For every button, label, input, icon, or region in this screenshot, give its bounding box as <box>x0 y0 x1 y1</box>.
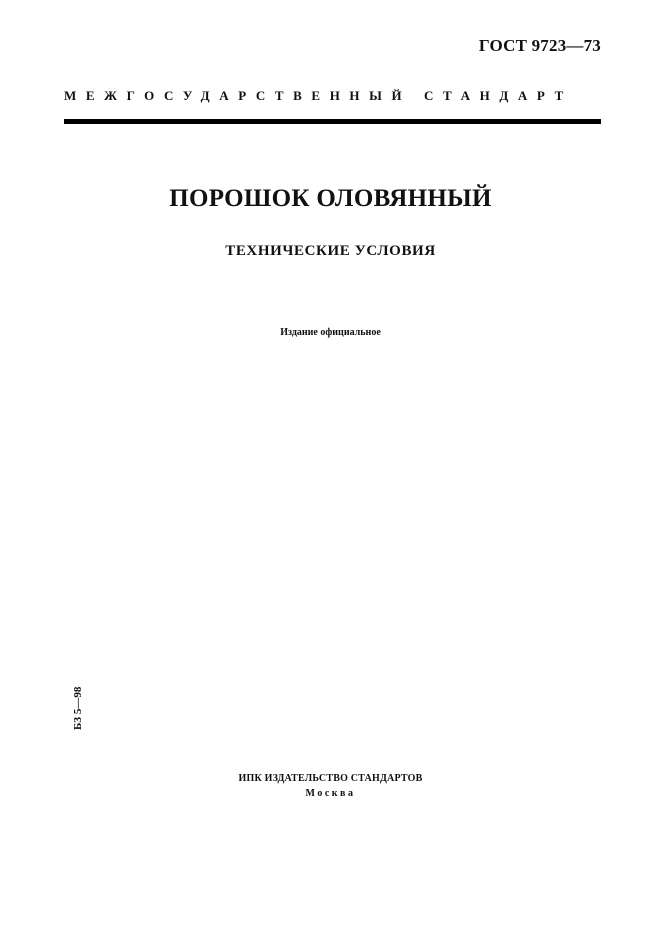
publisher-city: Москва <box>305 788 356 799</box>
standard-code: ГОСТ 9723—73 <box>478 36 601 55</box>
side-code: БЗ 5—98 <box>72 686 84 730</box>
standard-type-heading: МЕЖГОСУДАРСТВЕННЫЙ СТАНДАРТ <box>64 88 573 103</box>
publisher-name: ИПК ИЗДАТЕЛЬСТВО СТАНДАРТОВ <box>238 773 423 784</box>
header-divider <box>64 119 601 124</box>
document-subtitle: ТЕХНИЧЕСКИЕ УСЛОВИЯ <box>225 243 436 259</box>
edition-note: Издание официальное <box>280 327 381 338</box>
document-title: ПОРОШОК ОЛОВЯННЫЙ <box>169 185 492 212</box>
